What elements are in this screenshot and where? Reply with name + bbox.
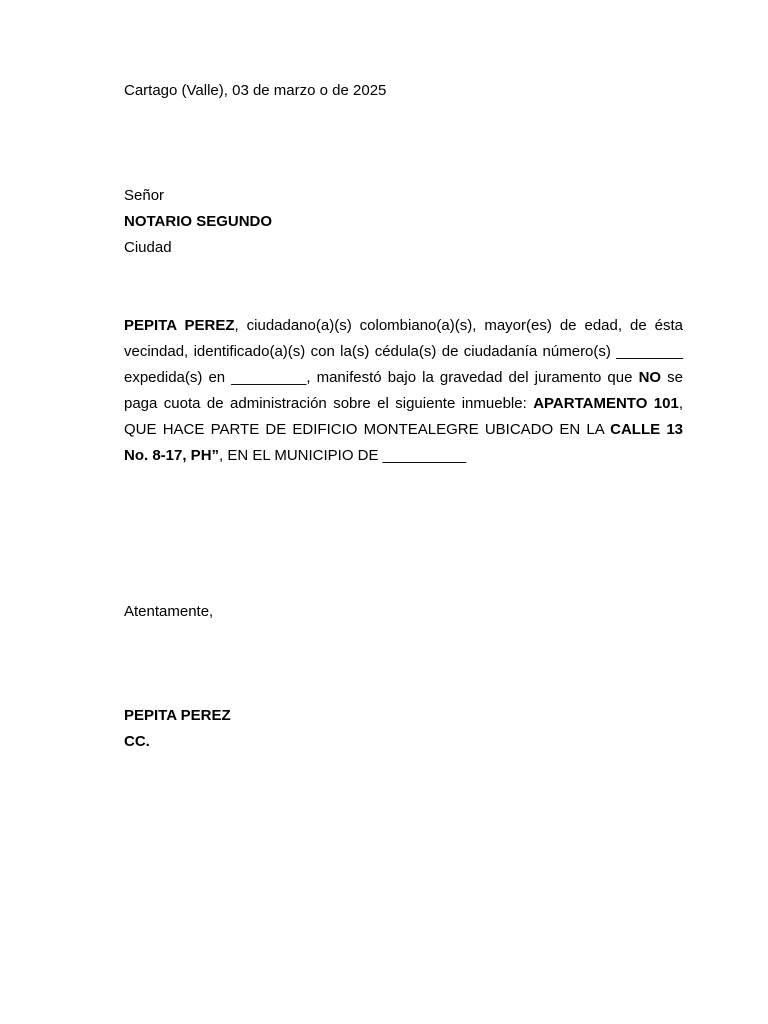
body-text-4: , EN EL MUNICIPIO DE __________: [219, 447, 467, 464]
closing: Atentamente,: [124, 603, 214, 620]
body-paragraph: [124, 313, 683, 469]
signature-name: PEPITA PEREZ: [124, 707, 231, 724]
recipient-title: NOTARIO SEGUNDO: [124, 213, 273, 230]
place-date: Cartago (Valle), 03 de marzo o de 2025: [124, 82, 387, 99]
recipient-city: Ciudad: [124, 239, 172, 256]
body-name: PEPITA PEREZ: [124, 317, 235, 334]
body-text-1: , ciudadano(a)(s) colombiano(a)(s), mayor(es) de edad, de ésta vecindad, identificado(a)(s) con la(s) cédula(s) de ciudadanía número(s) ________ expedida(s) en _________, manifestó bajo la gravedad del juramento que: [124, 317, 683, 386]
body-no: NO: [638, 369, 662, 386]
recipient-salutation: Señor: [124, 187, 165, 204]
body-text-2: se paga cuota de administración sobre el siguiente inmueble:: [124, 369, 683, 412]
body-property: APARTAMENTO 101: [533, 395, 679, 412]
body-address: CALLE 13 No. 8-17, PH”: [124, 421, 683, 464]
body-text-3: , QUE HACE PARTE DE EDIFICIO MONTEALEGRE UBICADO EN LA: [124, 395, 683, 438]
signature-id-label: CC.: [124, 733, 150, 750]
